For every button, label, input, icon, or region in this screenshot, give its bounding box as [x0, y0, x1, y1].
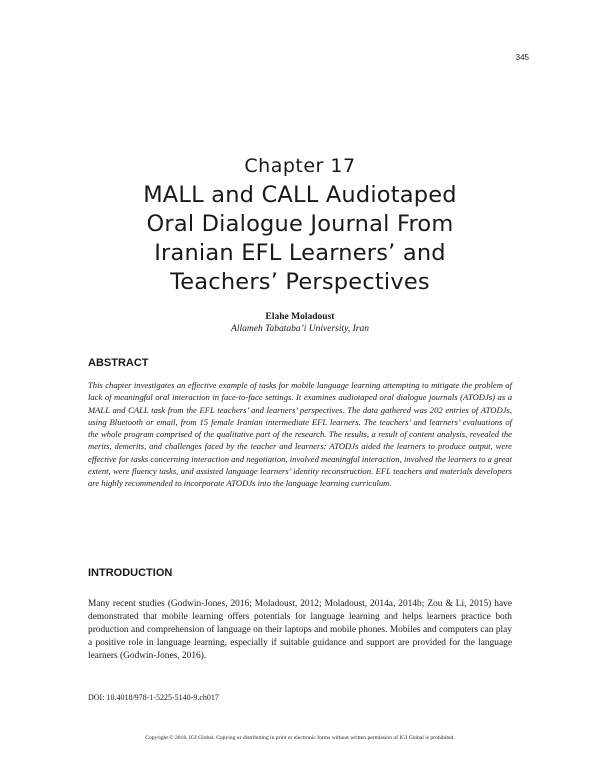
abstract-heading: ABSTRACT: [88, 357, 149, 369]
author-affiliation: Allameh Tabataba’i University, Iran: [231, 324, 369, 334]
chapter-title-line: Oral Dialogue Journal From: [146, 211, 454, 237]
page-number: 345: [515, 53, 529, 62]
chapter-title: [60, 181, 540, 297]
chapter-title-line: MALL and CALL Audiotaped: [143, 182, 457, 208]
chapter-title-line: Iranian EFL Learners’ and: [154, 240, 446, 266]
introduction-text: Many recent studies (Godwin-Jones, 2016; Moladoust, 2012; Moladoust, 2014a, 2014b; Zou & Li, 2015) have demonstrated that mobile learning offers potentials for language learning and helps learners practice both production and comprehension of language on their laptops and mobile phones. Mobiles and computers can play a positive role in language learning, especially if suitable guidance and support are provided for the language learners (Godwin-Jones, 2016).: [88, 599, 512, 661]
chapter-title-line: Teachers’ Perspectives: [170, 269, 430, 295]
doi-link[interactable]: DOI: 10.4018/978-1-5225-5140-9.ch017: [88, 693, 219, 702]
copyright-notice: Copyright © 2018, IGI Global. Copying or distributing in print or electronic forms without written permission of IGI Global is prohibited.: [145, 735, 455, 741]
abstract-text: This chapter investigates an effective example of tasks for mobile language learning attempting to mitigate the problem of lack of meaningful oral interaction in face-to-face settings. It examines audiotaped oral dialogue journals (ATODJs) as a MALL and CALL task from the EFL teachers’ and learners’ perspectives. The data gathered was 202 entries of ATODJs, using Bluetooth or email, from 15 female Iranian intermediate EFL learners. The teachers’ and learners’ evaluations of the whole program comprised of the qualitative part of the research. The results, a result of content analysis, revealed the merits, demerits, and challenges faced by the teacher and learners: ATODJs aided the learners to produce output, were effective for tasks concerning interaction and negotiation, involved meaningful interaction, involved the learners to a great extent, were fluency tasks, and assisted language learners’ identity reconstruction. EFL teachers and materials developers are highly recommended to incorporate ATODJs into the language learning curriculum.: [88, 380, 512, 489]
introduction-heading: INTRODUCTION: [88, 567, 173, 579]
chapter-label: Chapter 17: [244, 155, 356, 177]
author-name: Elahe Moladoust: [265, 312, 335, 322]
